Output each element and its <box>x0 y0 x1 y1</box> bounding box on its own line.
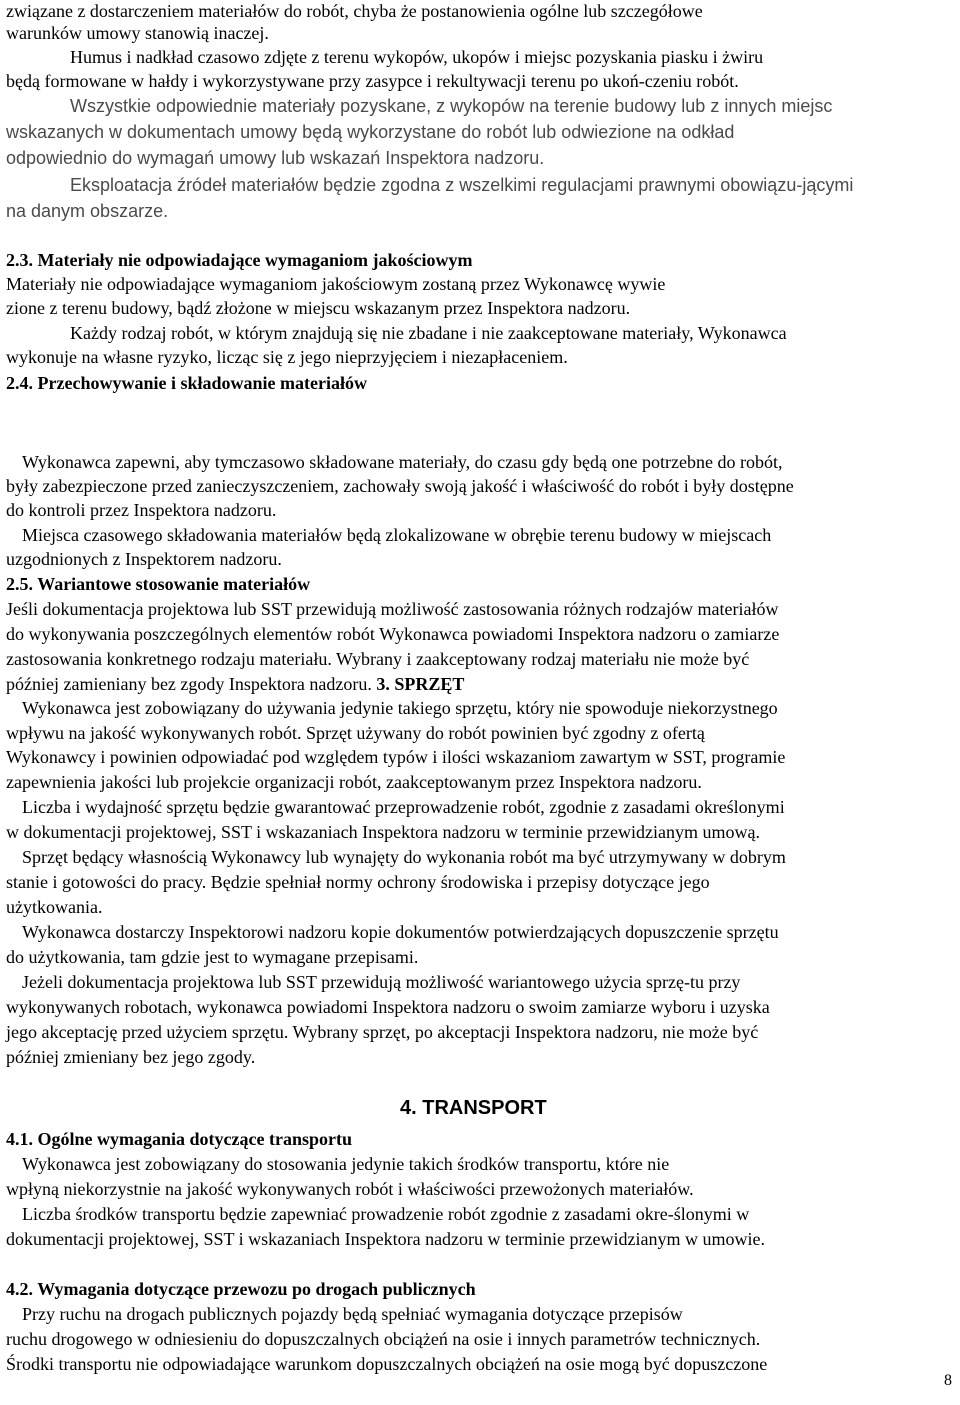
heading-text: SPRZĘT <box>394 674 465 694</box>
text-line: Wykonawca zapewni, aby tymczasowo składowane materiały, do czasu gdy będą one potrzebne do robót, <box>22 452 783 472</box>
heading-text: Wariantowe stosowanie materiałów <box>37 574 311 594</box>
text-line: związane z dostarczeniem materiałów do robót, chyba że postanowienia ogólne lub szczegółowe <box>6 1 703 21</box>
text-line: do wykonywania poszczególnych elementów robót Wykonawca powiadomi Inspektora nadzoru o zamiarze <box>6 624 780 644</box>
text-line: wykonuje na własne ryzyko, licząc się z jego nieprzyjęciem i niezapłaceniem. <box>6 347 568 367</box>
text-line: zastosowania konkretnego rodzaju materiału. Wybrany i zaakceptowany rodzaj materiału nie może być <box>6 649 750 669</box>
heading-text: Wymagania dotyczące przewozu po drogach publicznych <box>37 1279 476 1299</box>
text-line: Jeżeli dokumentacja projektowa lub SST przewidują możliwość wariantowego użycia sprzę-tu przy <box>22 972 741 992</box>
text-line: dokumentacji projektowej, SST i wskazaniach Inspektora nadzoru w terminie przewidzianym w umowie. <box>6 1229 765 1249</box>
text-line: Wykonawca jest zobowiązany do używania jedynie takiego sprzętu, który nie spowoduje niekorzystnego <box>22 698 778 718</box>
text-line: zapewnienia jakości lub projekcie organizacji robót, zaakceptowanym przez Inspektora nadzoru. <box>6 772 702 792</box>
text-line: warunków umowy stanowią inaczej. <box>6 23 269 43</box>
heading-text: Materiały nie odpowiadające wymaganiom jakościowym <box>37 250 473 270</box>
section-heading-2-3 <box>6 249 472 272</box>
text-line: na danym obszarze. <box>6 201 169 221</box>
section-heading-3 <box>376 674 464 694</box>
text-line: odpowiednio do wymagań umowy lub wskazań Inspektora nadzoru. <box>6 148 545 168</box>
text-line: w dokumentacji projektowej, SST i wskazaniach Inspektora nadzoru w terminie przewidzianym umową. <box>6 822 760 842</box>
text-line-with-heading <box>6 673 464 696</box>
page-number: 8 <box>944 1372 952 1389</box>
section-heading-4-2 <box>6 1278 476 1301</box>
text-line: Wykonawca jest zobowiązany do stosowania jedynie takich środków transportu, które nie <box>22 1154 670 1174</box>
heading-text: Przechowywanie i składowanie materiałów <box>37 373 367 393</box>
text-line: Humus i nadkład czasowo zdjęte z terenu wykopów, ukopów i miejsc pozyskania piasku i żwiru <box>70 47 764 67</box>
text-fragment: później zamieniany bez zgody Inspektora nadzoru. <box>6 674 372 694</box>
text-line: Jeśli dokumentacja projektowa lub SST przewidują możliwość zastosowania różnych rodzajów materiałów <box>6 599 779 619</box>
section-heading-4-1 <box>6 1128 352 1151</box>
text-line: stanie i gotowości do pracy. Będzie spełniał normy ochrony środowiska i przepisy dotyczące jego <box>6 872 710 892</box>
text-line: Wszystkie odpowiednie materiały pozyskane, z wykopów na terenie budowy lub z innych miejsc <box>70 96 833 116</box>
text-line: Wykonawca dostarczy Inspektorowi nadzoru kopie dokumentów potwierdzających dopuszczenie sprzętu <box>22 922 779 942</box>
text-line: wpłyną niekorzystnie na jakość wykonywanych robót i właściwości przewożonych materiałów. <box>6 1179 694 1199</box>
text-line: były zabezpieczone przed zanieczyszczeniem, zachowały swoją jakość i właściwość do robót i były dostępne <box>6 476 794 496</box>
text-line: ruchu drogowego w odniesieniu do dopuszczalnych obciążeń na osie i innych parametrów technicznych. <box>6 1329 761 1349</box>
text-line: jego akceptację przed użyciem sprzętu. Wybrany sprzęt, po akceptacji Inspektora nadzoru, nie może być <box>6 1022 759 1042</box>
text-line: zione z terenu budowy, bądź złożone w miejscu wskazanym przez Inspektora nadzoru. <box>6 298 631 318</box>
text-line: Miejsca czasowego składowania materiałów będą zlokalizowane w obrębie terenu budowy w miejscach <box>22 525 772 545</box>
text-line: wpływu na jakość wykonywanych robót. Sprzęt używany do robót powinien być zgodny z ofertą <box>6 723 705 743</box>
section-heading-2-5 <box>6 573 310 596</box>
text-line: Przy ruchu na drogach publicznych pojazdy będą spełniać wymagania dotyczące przepisów <box>22 1304 683 1324</box>
heading-number: 3. <box>376 674 390 694</box>
section-heading-2-4 <box>6 372 367 395</box>
heading-number: 2.3. <box>6 250 33 270</box>
text-line: Liczba środków transportu będzie zapewniać prowadzenie robót zgodnie z zasadami okre-ślonymi w <box>22 1204 750 1224</box>
chapter-heading-transport: 4. TRANSPORT <box>400 1097 547 1119</box>
heading-number: 4.2. <box>6 1279 33 1299</box>
text-line: Materiały nie odpowiadające wymaganiom jakościowym zostaną przez Wykonawcę wywie <box>6 274 666 294</box>
text-line: do kontroli przez Inspektora nadzoru. <box>6 500 277 520</box>
heading-number: 4.1. <box>6 1129 33 1149</box>
text-line: Każdy rodzaj robót, w którym znajdują się nie zbadane i nie zaakceptowane materiały, Wykonawca <box>70 323 787 343</box>
text-line: Środki transportu nie odpowiadające warunkom dopuszczalnych obciążeń na osie mogą być dopuszczone <box>6 1354 768 1374</box>
heading-number: 2.5. <box>6 574 33 594</box>
text-line: do użytkowania, tam gdzie jest to wymagane przepisami. <box>6 947 419 967</box>
text-line: później zmieniany bez jego zgody. <box>6 1047 256 1067</box>
text-line: będą formowane w hałdy i wykorzystywane przy zasypce i rekultywacji terenu po ukoń-czeniu robót. <box>6 71 739 91</box>
heading-number: 2.4. <box>6 373 33 393</box>
text-line: Wykonawcy i powinien odpowiadać pod względem typów i ilości wskazaniom zawartym w SST, programie <box>6 747 786 767</box>
heading-text: Ogólne wymagania dotyczące transportu <box>37 1129 352 1149</box>
text-line: użytkowania. <box>6 897 103 917</box>
text-line: wykonywanych robotach, wykonawca powiadomi Inspektora nadzoru o swoim zamiarze wyboru i uzyska <box>6 997 770 1017</box>
text-line: Eksploatacja źródeł materiałów będzie zgodna z wszelkimi regulacjami prawnymi obowiązu-jącymi <box>70 175 854 195</box>
text-line: Liczba i wydajność sprzętu będzie gwarantować przeprowadzenie robót, zgodnie z zasadami określonymi <box>22 797 785 817</box>
text-line: uzgodnionych z Inspektorem nadzoru. <box>6 549 282 569</box>
text-line: wskazanych w dokumentach umowy będą wykorzystane do robót lub odwiezione na odkład <box>6 122 735 142</box>
text-line: Sprzęt będący własnością Wykonawcy lub wynajęty do wykonania robót ma być utrzymywany w dobrym <box>22 847 786 867</box>
